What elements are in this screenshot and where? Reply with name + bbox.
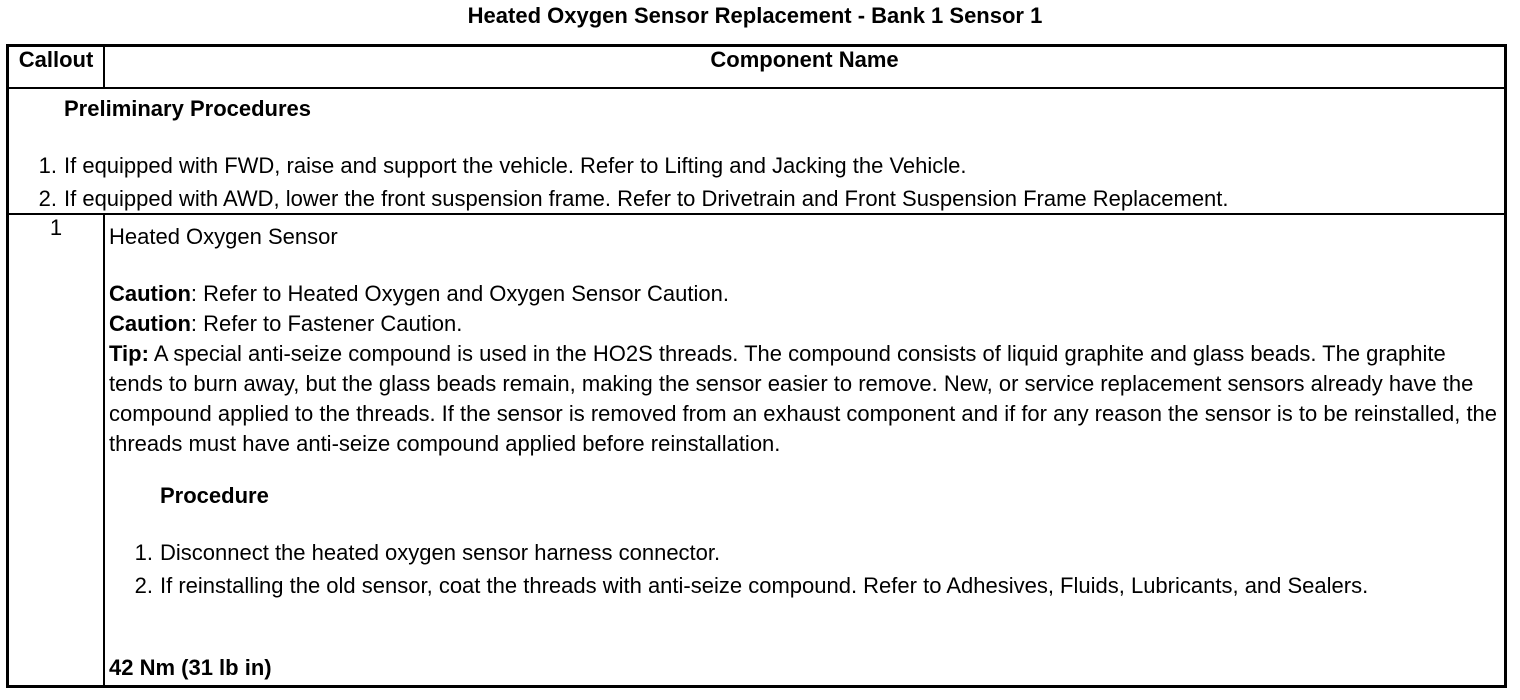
tip-label: Tip: <box>109 341 149 366</box>
preliminary-row <box>8 88 1506 214</box>
notes-block <box>109 279 1504 459</box>
step-text: If reinstalling the old sensor, coat the threads with anti-seize compound. Refer to Adhesives, Fluids, Lubricants, and Sealers. <box>160 573 1369 598</box>
tip-text: A special anti-seize compound is used in the HO2S threads. The compound consists of liquid graphite and glass beads. The graphite tends to burn away, but the glass beads remain, making the sensor easier to remove. New, or service replacement sensors already have the compound applied to the threads. If the sensor is removed from an exhaust component and if for any reason the sensor is to be reinstalled, the threads must have anti-seize compound applied before reinstallation. <box>109 341 1498 456</box>
header-callout: Callout <box>8 46 105 89</box>
caution-note <box>109 279 1504 309</box>
step-number: 1. <box>134 540 153 565</box>
step-text: Disconnect the heated oxygen sensor harness connector. <box>160 540 721 565</box>
procedure-heading: Procedure <box>160 483 269 508</box>
procedure-table <box>6 44 1507 688</box>
caution-text: : Refer to Heated Oxygen and Oxygen Sensor Caution. <box>190 281 729 306</box>
caution-text: : Refer to Fastener Caution. <box>190 311 463 336</box>
callout-number: 1 <box>8 214 105 687</box>
page-title: Heated Oxygen Sensor Replacement - Bank 1 Sensor 1 <box>467 3 1043 28</box>
torque-spec: 42 Nm (31 lb in) <box>109 655 272 680</box>
preliminary-cell <box>8 88 1506 214</box>
caution-note <box>109 309 1504 339</box>
component-cell <box>104 214 1506 687</box>
step-number: 1. <box>38 153 57 178</box>
step-number: 2. <box>134 573 153 598</box>
list-item <box>134 569 1450 602</box>
list-item <box>38 182 1229 215</box>
caution-label: Caution <box>109 281 191 306</box>
table-row <box>8 214 1506 687</box>
procedure-steps <box>134 536 1450 602</box>
caution-label: Caution <box>109 311 191 336</box>
preliminary-steps <box>38 149 1229 215</box>
step-text: If equipped with AWD, lower the front suspension frame. Refer to Drivetrain and Front Suspension Frame Replacement. <box>64 186 1229 211</box>
tip-note <box>109 339 1504 459</box>
step-text: If equipped with FWD, raise and support the vehicle. Refer to Lifting and Jacking the Vehicle. <box>64 153 967 178</box>
preliminary-heading: Preliminary Procedures <box>64 96 312 121</box>
component-name: Heated Oxygen Sensor <box>109 224 338 249</box>
step-number: 2. <box>38 186 57 211</box>
list-item <box>134 536 1450 569</box>
header-component-name: Component Name <box>104 46 1506 89</box>
list-item <box>38 149 1229 182</box>
table-header-row <box>8 46 1506 89</box>
